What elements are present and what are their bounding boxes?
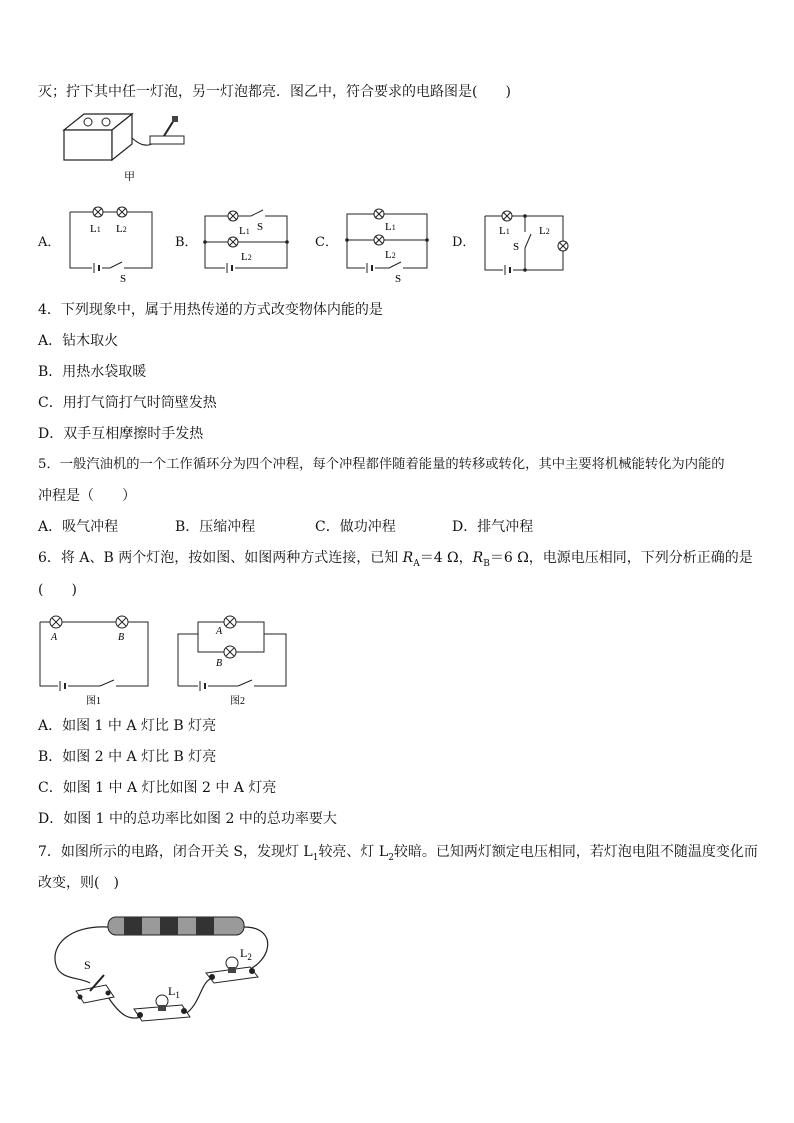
q4-option-c: C．用打气筒打气时筒壁发热 [38, 395, 217, 411]
q7-stem-line2: 改变，则( ) [38, 875, 119, 891]
svg-text:S: S [513, 241, 520, 253]
q4-stem: 4．下列现象中，属于用热传递的方式改变物体内能的是 [38, 302, 383, 318]
q6-option-a: A．如图 1 中 A 灯比 B 灯亮 [38, 718, 217, 734]
q6-figure-2 [176, 612, 296, 707]
q5-stem-line1: 5．一般汽油机的一个工作循环分为四个冲程，每个冲程都伴随着能量的转移或转化，其中主要将机械能转化为内能的 [38, 457, 725, 472]
q7-circuit-figure [50, 905, 280, 1030]
svg-text:L2: L2 [116, 223, 127, 235]
svg-text:图1: 图1 [86, 696, 101, 707]
svg-text:L2: L2 [385, 249, 396, 261]
q3-circuit-c [345, 208, 435, 285]
q6-option-b: B．如图 2 中 A 灯比 B 灯亮 [38, 749, 217, 765]
svg-text:L2: L2 [539, 225, 550, 237]
q6-stem: 6．将 A、B 两个灯泡，按如图、如图两种方式连接，已知 $R_A=4$ Ω，$R_B=6$ Ω，电源电压相同，下列分析正确的是 [38, 550, 753, 569]
q4-option-d: D．双手互相摩擦时手发热 [38, 426, 204, 442]
q6-paren: ( ) [38, 582, 77, 598]
svg-text:L2: L2 [241, 251, 252, 263]
q6-option-d: D．如图 1 中的总功率比如图 2 中的总功率要大 [38, 811, 337, 827]
svg-text:S: S [257, 221, 264, 233]
q6-option-c: C．如图 1 中 A 灯比如图 2 中 A 灯亮 [38, 780, 277, 796]
svg-text:L1: $L_1$ [168, 984, 180, 1000]
svg-text:B: B [216, 658, 223, 669]
q4-option-b: B．用热水袋取暖 [38, 364, 147, 380]
svg-text:S: S [120, 273, 127, 285]
svg-text:A: A [216, 626, 223, 637]
q6-figure-1 [38, 614, 153, 709]
svg-text:L1: L1 [239, 225, 250, 237]
svg-text:L1: L1 [385, 221, 396, 233]
q5-stem-line2: 冲程是（ ） [38, 488, 136, 504]
q3-option-b: B． [175, 235, 198, 250]
svg-text:L1: L1 [499, 225, 510, 237]
q3-option-a: A． [38, 235, 61, 250]
q3-option-d: D． [452, 235, 476, 250]
svg-text:图2: 图2 [230, 696, 245, 707]
svg-text:A: A [51, 632, 58, 643]
q5-option-d: D．排气冲程 [452, 519, 534, 535]
q7-stem-line1: 7．如图所示的电路，闭合开关 S，发现灯 $L_1$较亮、灯 $L_2$较暗。已知两灯额定电压相同，若灯泡电阻不随温度变化而 [38, 844, 758, 863]
svg-text:S: S [395, 273, 402, 285]
q3-text: 灭；拧下其中任一灯泡，另一灯泡都亮．图乙中，符合要求的电路图是( ) [38, 84, 511, 100]
q3-figure-jia [60, 110, 200, 190]
q4-option-a: A．钻木取火 [38, 333, 119, 349]
svg-text:S: S [84, 958, 91, 972]
q5-option-b: B．压缩冲程 [175, 519, 256, 535]
svg-text:B: B [118, 632, 125, 643]
q3-circuit-a [68, 206, 158, 285]
q3-circuit-b [203, 210, 293, 274]
q3-option-c: C． [315, 235, 338, 250]
q5-option-c: C．做功冲程 [315, 519, 396, 535]
q5-option-a: A．吸气冲程 [38, 519, 119, 535]
svg-text:L1: L1 [90, 223, 101, 235]
svg-text:L2: $L_2$ [240, 946, 252, 962]
q3-circuit-d [483, 212, 573, 276]
q3-fig-label: 甲 [124, 171, 135, 183]
